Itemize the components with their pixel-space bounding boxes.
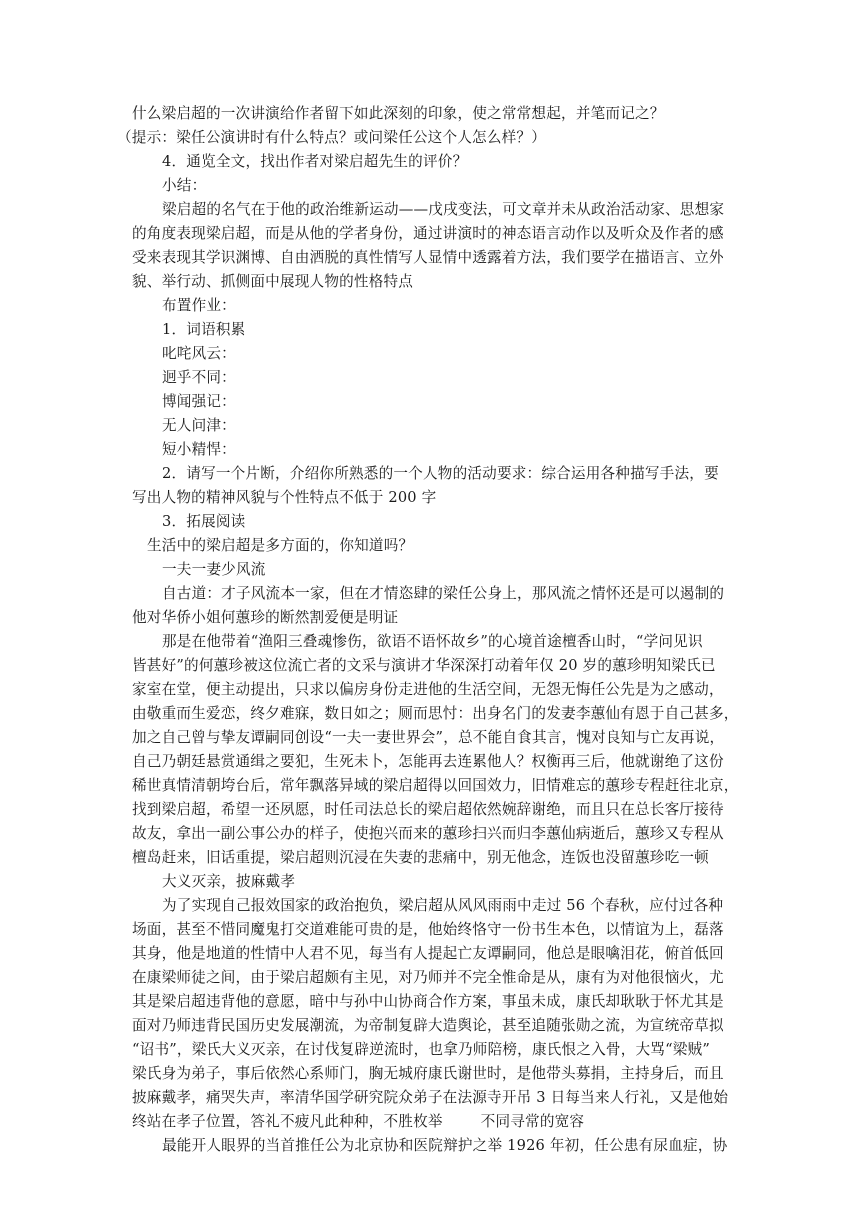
homework-item-2-line: 写出人物的精神风貌与个性特点不低于 200 字 (132, 489, 437, 506)
paragraph-line: 其是梁启超违背他的意愿，暗中与孙中山协商合作方案，事虽未成，康氏却耿耿于怀尤其是 (132, 993, 724, 1010)
paragraph-line: 面对乃师违背民国历史发展潮流，为帝制复辟大造舆论，甚至追随张勋之流，为宣统帝草拟 (132, 1017, 724, 1034)
section-heading: 一夫一妻少风流 (162, 561, 266, 578)
vocab-item: 叱咤风云： (162, 345, 236, 362)
paragraph-line: 故友，拿出一副公事公办的样子，使抱兴而来的蕙珍扫兴而归李蕙仙病逝后，蕙珍又专程从 (132, 825, 724, 842)
homework-item-3: 3．拓展阅读 (162, 513, 246, 530)
paragraph-line: 那是在他带着“渔阳三叠魂惨伤，欲语不语怀故乡”的心境首途檀香山时，“学问见识 (162, 633, 703, 650)
vocab-item: 短小精悍： (162, 441, 236, 458)
paragraph-line: 最能开人眼界的当首推任公为北京协和医院辩护之举 1926 年初，任公患有尿血症，协 (162, 1137, 728, 1154)
reading-intro: 生活中的梁启超是多方面的，你知道吗？ (147, 537, 414, 554)
summary-paragraph-line: 的角度表现梁启超，而是从他的学者身份，通过讲演时的神态语言动作以及听众及作者的感 (132, 225, 724, 242)
summary-heading: 小结： (162, 177, 207, 194)
vocab-item: 迥乎不同： (162, 369, 236, 386)
question-4: 4．通览全文，找出作者对梁启超先生的评价？ (162, 153, 468, 170)
paragraph-line: 稀世真情清朝垮台后，常年飘落异域的梁启超得以回国效力，旧情难忘的蕙珍专程赶往北京， (132, 777, 739, 794)
paragraph-line: 自古道：才子风流本一家，但在才情恣肆的梁任公身上，那风流之情怀还是可以遏制的 (162, 585, 725, 602)
paragraph-line: 为了实现自己报效国家的政治抱负，梁启超从风风雨雨中走过 56 个春秋，应付过各种 (162, 897, 724, 914)
homework-item-2: 2．请写一个片断，介绍你所熟悉的一个人物的活动要求：综合运用各种描写手法，要 (162, 465, 719, 482)
text-line: 什么梁启超的一次讲演给作者留下如此深刻的印象，使之常常想起，并笔而记之？ (132, 105, 665, 122)
paragraph-line: 披麻戴孝，痛哭失声，率清华国学研究院众弟子在法源寺开吊 3 日每当来人行礼，又是他始 (132, 1089, 729, 1106)
paragraph-line: 他对华侨小姐何蕙珍的断然割爱便是明证 (132, 609, 399, 626)
paragraph-line: 由敬重而生爱恋，终夕难寐，数日如之；厕而思忖：出身名门的发妻李蕙仙有恩于自己甚多， (132, 705, 739, 722)
paragraph-line: 找到梁启超，希望一还夙愿，时任司法总长的梁启超依然婉辞谢绝，而且只在总长客厅接待 (132, 801, 724, 818)
paragraph-line: 加之自己曾与挚友谭嗣同创设“一夫一妻世界会”，总不能自食其言，愧对良知与亡友再说， (132, 729, 725, 746)
paragraph-line: “诏书”，梁氏大义灭亲，在讨伐复辟逆流时，也拿乃师陪榜，康氏恨之入骨，大骂“梁贼” (132, 1041, 711, 1058)
vocab-item: 博闻强记： (162, 393, 236, 410)
paragraph-line: 檀岛赶来，旧话重提，梁启超则沉浸在失妻的悲痛中，别无他念，连饭也没留蕙珍吃一顿 (132, 849, 709, 866)
summary-paragraph-line: 梁启超的名气在于他的政治维新运动——戊戌变法，可文章并未从政治活动家、思想家 (162, 201, 725, 218)
summary-paragraph-line: 受来表现其学识渊博、自由洒脱的真性情写人显情中透露着方法，我们要学在描语言、立外 (132, 249, 724, 266)
paragraph-line: 场面，甚至不惜同魔鬼打交道难能可贵的是，他始终恪守一份书生本色，以情谊为上，磊落 (132, 921, 724, 938)
section-heading: 大义灭亲，披麻戴孝 (162, 873, 296, 890)
paragraph-line: 自己乃朝廷悬赏通缉之要犯，生死未卜，怎能再去连累他人？权衡再三后，他就谢绝了这份 (132, 753, 724, 770)
paragraph-line: 在康梁师徒之间，由于梁启超颇有主见，对乃师并不完全惟命是从，康有为对他很恼火，尤 (132, 969, 724, 986)
section-heading: 不同寻常的宽容 (480, 1113, 585, 1130)
vocab-item: 无人问津： (162, 417, 236, 434)
paragraph-line: 皆甚好”的何蕙珍被这位流亡者的文采与演讲才华深深打动着年仅 20 岁的蕙珍明知梁氏已 (132, 657, 716, 674)
summary-paragraph-line: 貌、举行动、抓侧面中展现人物的性格特点 (132, 273, 414, 290)
paragraph-line: 其身，他是地道的性情中人君不见，每当有人提起亡友谭嗣同，他总是眼噙泪花，俯首低回 (132, 945, 724, 962)
paragraph-line: 家室在堂，便主动提出，只求以偏房身份走进他的生活空间，无怨无悔任公先是为之感动， (132, 681, 724, 698)
homework-heading: 布置作业： (162, 297, 236, 314)
paragraph-end-text: 终站在孝子位置，答礼不疲凡此种种，不胜枚举 (132, 1113, 443, 1130)
paragraph-line: 梁氏身为弟子，事后依然心系师门，胸无城府康氏谢世时，是他带头募捐，主持身后，而且 (132, 1065, 724, 1082)
homework-item-1: 1．词语积累 (162, 321, 246, 338)
paragraph-line-with-heading (132, 1110, 584, 1134)
hint-line: （提示：梁任公演讲时有什么特点？或问梁任公这个人怎么样？） (117, 129, 547, 146)
